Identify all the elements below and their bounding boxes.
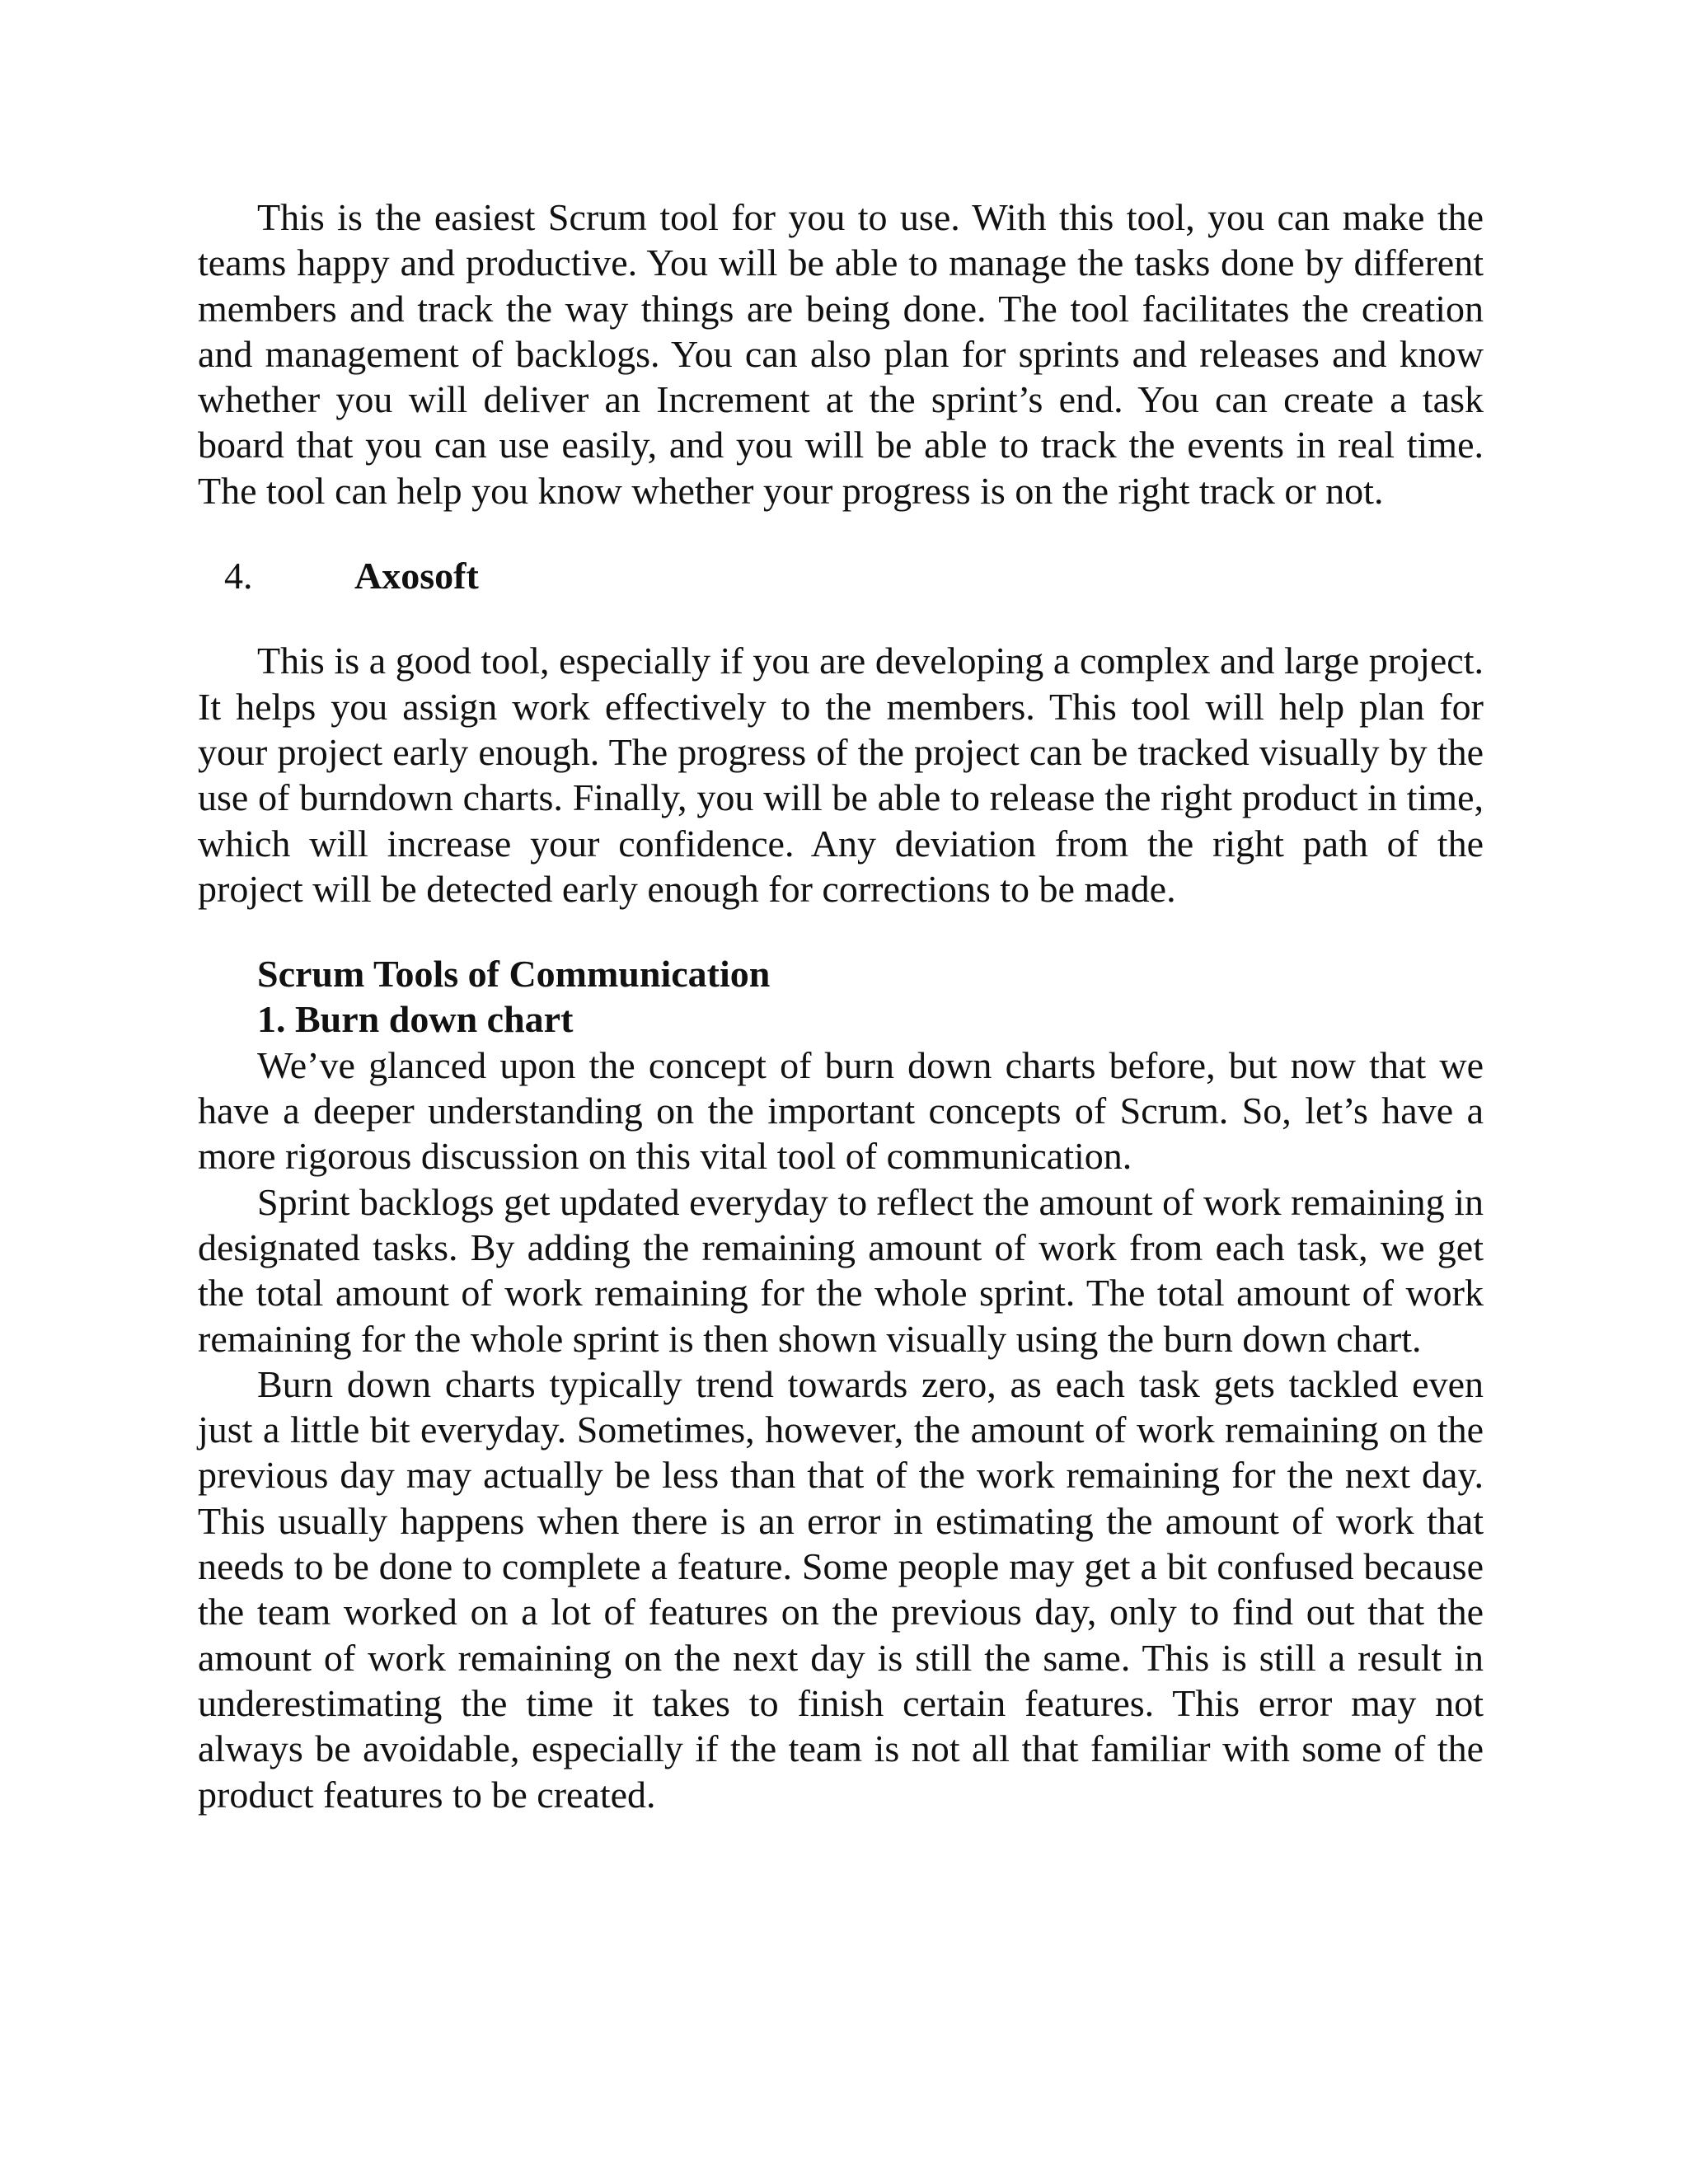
- subsection-heading-burn-down: 1. Burn down chart: [257, 998, 574, 1041]
- spacer: [198, 912, 1484, 951]
- spacer: [198, 598, 1484, 638]
- document-page: [198, 194, 1484, 1817]
- paragraph-axosoft: This is a good tool, especially if you are developing a complex and large project. It helps you assign work effectively to the members. This tool will help plan for your project early enough. The progress of the project can be tracked visually by the use of burndown charts. Finally, you will be able to release the right product in time, which will increase your confidence. Any deviation from the right path of the project will be detected early enough for corrections to be made.: [198, 640, 1484, 910]
- heading-title: Axosoft: [354, 555, 479, 598]
- paragraph-sprint-backlogs: Sprint backlogs get updated everyday to reflect the amount of work remaining in designated tasks. By adding the remaining amount of work from each task, we get the total amount of work remaining for the whole sprint. The total amount of work remaining for the whole sprint is then shown visually using the burn down chart.: [198, 1180, 1484, 1360]
- paragraph-trend-towards-zero: Burn down charts typically trend towards zero, as each task gets tackled even just a little bit everyday. Sometimes, however, the amount of work remaining on the previous day may actually be less than that of the work remaining for the next day. This usually happens when there is an error in estimating the amount of work that needs to be done to complete a feature. Some people may get a bit confused because the team worked on a lot of features on the previous day, only to find out that the amount of work remaining on the next day is still the same. This is still a result in underestimating the time it takes to finish certain features. This error may not always be avoidable, especially if the team is not all that familiar with some of the product features to be created.: [198, 1362, 1484, 1816]
- paragraph-burn-down-intro: We’ve glanced upon the concept of burn down charts before, but now that we have a deeper understanding on the important concepts of Scrum. So, let’s have a more rigorous discussion on this vital tool of communication.: [198, 1043, 1484, 1178]
- paragraph-scrum-tool-intro: This is the easiest Scrum tool for you to use. With this tool, you can make the teams happy and productive. You will be able to manage the tasks done by different members and track the way things are being done. The tool facilitates the creation and management of backlogs. You can also plan for sprints and releases and know whether you will deliver an Increment at the sprint’s end. You can create a task board that you can use easily, and you will be able to track the events in real time. The tool can help you know whether your progress is on the right track or not.: [198, 196, 1484, 512]
- heading-axosoft: [224, 553, 1484, 598]
- heading-number: 4.: [224, 555, 253, 598]
- section-heading-communication: Scrum Tools of Communication: [257, 953, 771, 996]
- spacer: [198, 513, 1484, 553]
